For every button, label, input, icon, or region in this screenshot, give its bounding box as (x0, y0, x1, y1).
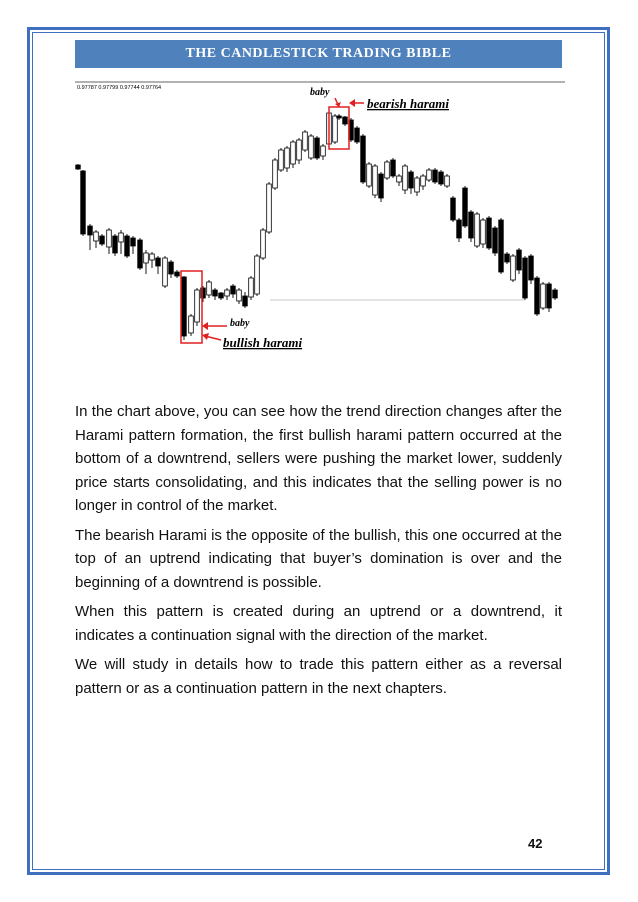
bullish-candle (321, 146, 326, 156)
bullish-candle (385, 162, 390, 178)
candlestick-chart (75, 78, 565, 378)
bearish-candle (88, 226, 93, 235)
bullish-candle (333, 116, 338, 142)
bullish-candle (273, 160, 278, 188)
candles (76, 112, 558, 340)
bullish-candle (144, 253, 149, 263)
bearish-candle (219, 293, 224, 298)
bullish-candle (415, 178, 420, 192)
bearish-candle (100, 236, 105, 244)
bearish-candle (213, 290, 218, 296)
bearish-harami-box (329, 107, 349, 149)
bullish-label-arrow-head (202, 333, 209, 340)
bullish-candle (291, 142, 296, 164)
bullish-candle (427, 170, 432, 180)
bullish-candle (261, 230, 266, 258)
bullish-candle (249, 278, 254, 297)
bullish-candle (163, 258, 168, 286)
bullish-candle (541, 284, 546, 308)
bearish-candle (487, 218, 492, 248)
bearish-candle (175, 272, 180, 276)
bearish-candle (379, 174, 384, 198)
header-title: THE CANDLESTICK TRADING BIBLE (185, 46, 452, 61)
bearish-candle (391, 160, 396, 176)
paragraph-4: We will study in details how to trade this pattern either as a reversal pattern or as a continuation pattern in the next chapters. (75, 656, 562, 697)
bullish-candle (267, 184, 272, 232)
bullish-candle (303, 132, 308, 150)
bullish-candle (511, 256, 516, 280)
bearish-candle (76, 165, 81, 169)
bearish-candle (337, 116, 342, 118)
bearish-candle (505, 254, 510, 262)
bearish-candle (243, 296, 248, 306)
bullish-candle (445, 176, 450, 186)
bullish-candle (367, 164, 372, 186)
bearish-candle (517, 250, 522, 270)
bullish-candle (225, 290, 230, 296)
bullish-candle (195, 290, 200, 322)
bearish-candle (355, 128, 360, 142)
page-number: 42 (528, 836, 543, 851)
bullish-candle (373, 166, 378, 195)
bullish-candle (119, 233, 124, 242)
bullish-candle (237, 290, 242, 301)
bullish-baby-arrow-head (202, 322, 208, 330)
bullish-candle (309, 136, 314, 158)
bullish-candle (421, 176, 426, 186)
bullish-baby-label: baby (230, 318, 250, 329)
bearish-label-arrow-head (349, 99, 355, 107)
bearish-candle (315, 138, 320, 158)
bearish-candle (439, 172, 444, 184)
bullish-candle (481, 220, 486, 244)
bullish-candle (189, 316, 194, 333)
bearish-candle (138, 240, 143, 268)
bearish-candle (131, 238, 136, 246)
bearish-candle (463, 188, 468, 226)
bullish-candle (397, 176, 402, 182)
bullish-candle (475, 214, 480, 246)
bearish-candle (81, 171, 86, 234)
bullish-candle (107, 230, 112, 247)
header-banner (75, 40, 562, 68)
bearish-candle (535, 278, 540, 314)
paragraph-2: The bearish Harami is the opposite of the bullish, this one occurred at the top of an uptrend indicating that buyer’s domination is over and the beginning of a downtrend is possible. (75, 526, 562, 591)
bullish-candle (207, 282, 212, 295)
bearish-candle (553, 290, 558, 298)
bearish-candle (125, 236, 130, 256)
bearish-candle (523, 258, 528, 298)
bearish-candle (361, 136, 366, 182)
bearish-candle (113, 236, 118, 253)
bearish-baby-label: baby (310, 87, 330, 98)
bearish-candle (182, 277, 187, 336)
bearish-candle (231, 286, 236, 294)
bullish-harami-label: bullish harami (223, 335, 303, 350)
bullish-candle (297, 140, 302, 160)
paragraph-1: In the chart above, you can see how the trend direction changes after the Harami pattern formation, the first bullish harami pattern occurred at the bottom of a downtrend, sellers were pushing the market lower, suddenly price starts consolidating, and this indicates that the selling power is no longer in control of the market. (75, 403, 562, 514)
bearish-candle (547, 284, 552, 308)
bearish-candle (169, 262, 174, 274)
bearish-candle (469, 212, 474, 238)
bearish-candle (409, 172, 414, 188)
body-text (75, 400, 562, 706)
bearish-candle (343, 117, 348, 124)
bearish-candle (493, 228, 498, 253)
ohlc-readout: 0.97787 0.97799 0.97744 0.97764 (77, 85, 162, 91)
bullish-candle (403, 166, 408, 190)
bullish-candle (94, 232, 99, 241)
bearish-candle (433, 170, 438, 182)
bearish-candle (499, 220, 504, 272)
bearish-candle (529, 256, 534, 280)
bullish-candle (150, 254, 155, 260)
bullish-candle (285, 148, 290, 168)
bearish-harami-label: bearish harami (367, 96, 449, 111)
paragraph-3: When this pattern is created during an uptrend or a downtrend, it indicates a continuation signal with the direction of the market. (75, 603, 562, 644)
bearish-candle (156, 258, 161, 266)
bullish-candle (255, 256, 260, 294)
bullish-candle (279, 150, 284, 170)
bearish-candle (451, 198, 456, 220)
bearish-candle (457, 220, 462, 238)
